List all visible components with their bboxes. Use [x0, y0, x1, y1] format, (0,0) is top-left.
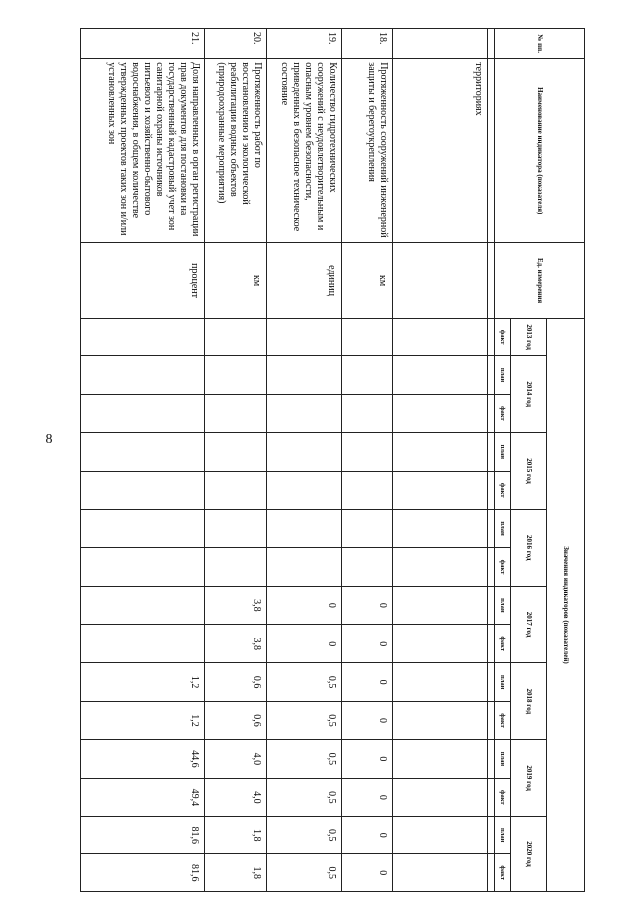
cell-value: 81,6 [81, 817, 205, 854]
cell-value [393, 778, 488, 816]
subheader-fact: факт [495, 701, 511, 739]
cell-value [342, 471, 393, 509]
row-num: 21. [81, 29, 205, 59]
cell-value [342, 356, 393, 394]
subheader-fact: факт [495, 548, 511, 586]
cell-value [393, 394, 488, 432]
cell-value [81, 548, 205, 586]
cell-value: 4,0 [205, 778, 267, 816]
row-name: Доля направленных в орган регистрации прав документов для постановки на государственный кадастровый учет зон санитарной охраны источников питьевого и хозяйственно-бытового водоснабжения, в общем количестве утвержденных проектов таких зон и/или установленных зон [81, 59, 205, 243]
cell-value: 1,2 [81, 701, 205, 739]
cell-value [393, 509, 488, 547]
cell-value: 0,5 [267, 854, 342, 892]
cell-2013-fact [393, 318, 488, 355]
header-values: Значения индикаторов (показателей) [547, 318, 585, 891]
header-year: 2020 год [511, 817, 547, 892]
header-year: 2017 год [511, 586, 547, 663]
subheader-fact: факт [495, 625, 511, 663]
table-row [205, 29, 267, 892]
cell-value [342, 509, 393, 547]
cell-value [81, 509, 205, 547]
table-row-spacer [488, 29, 495, 892]
cell-value [267, 471, 342, 509]
cell-value [267, 548, 342, 586]
subheader-plan: план [495, 509, 511, 547]
header-year-2013: 2013 год [511, 318, 547, 355]
cell-value: 0,5 [267, 778, 342, 816]
table-row [267, 29, 342, 892]
cell-value: 49,4 [81, 778, 205, 816]
header-year: 2016 год [511, 509, 547, 586]
row-unit: км [342, 243, 393, 319]
cell-value [267, 433, 342, 471]
cell-value: 0 [342, 854, 393, 892]
subheader-fact: факт [495, 471, 511, 509]
cell-value [267, 394, 342, 432]
subheader-plan: план [495, 433, 511, 471]
cell-value: 81,6 [81, 854, 205, 892]
cell-value [393, 625, 488, 663]
cell-value: 1,8 [205, 854, 267, 892]
cell-value: 0,6 [205, 663, 267, 701]
cell-value [393, 548, 488, 586]
row-name: Протяженность работ по восстановлению и экологической реабилитации водных объектов (природоохранные мероприятия) [205, 59, 267, 243]
cell-value: 1,8 [205, 817, 267, 854]
header-num: № пп. [495, 29, 585, 59]
cell-value [342, 394, 393, 432]
cell-value [393, 356, 488, 394]
row-name: Количество гидротехнических сооружений с неудовлетворительным и опасным уровнем безопасности, приведенных в безопасное техническое состояние [267, 59, 342, 243]
header-year: 2018 год [511, 663, 547, 740]
page-number: 8 [45, 432, 53, 447]
subheader-fact: факт [495, 394, 511, 432]
cell-value [393, 854, 488, 892]
table-row [393, 29, 488, 892]
subheader-plan: план [495, 817, 511, 854]
cell-value: 0 [267, 625, 342, 663]
cell-value: 0 [342, 663, 393, 701]
row-unit: процент [81, 243, 205, 319]
cell-value [342, 548, 393, 586]
cell-value: 1,2 [81, 663, 205, 701]
cell-value [393, 586, 488, 624]
cell-value [393, 663, 488, 701]
row-num: 20. [205, 29, 267, 59]
cell-value: 0,5 [267, 817, 342, 854]
cell-value: 3,8 [205, 586, 267, 624]
table-row [342, 29, 393, 892]
cell-2013-fact [81, 318, 205, 355]
cell-value: 44,6 [81, 740, 205, 778]
cell-value [342, 433, 393, 471]
row-num: 18. [342, 29, 393, 59]
cell-value [393, 701, 488, 739]
cell-value [205, 471, 267, 509]
subheader-fact: факт [495, 318, 511, 355]
subheader-plan: план [495, 740, 511, 778]
cell-value [205, 433, 267, 471]
header-unit: Ед. измерения [495, 243, 585, 319]
row-name: территориях [393, 59, 488, 243]
row-name: Протяженность сооружений инженерной защиты и берегоукрепления [342, 59, 393, 243]
table-row [81, 29, 205, 892]
cell-value: 0 [342, 778, 393, 816]
header-year: 2014 год [511, 356, 547, 433]
subheader-plan: план [495, 356, 511, 394]
subheader-fact: факт [495, 778, 511, 816]
cell-value [267, 509, 342, 547]
cell-value [81, 433, 205, 471]
cell-value [205, 356, 267, 394]
cell-value [81, 356, 205, 394]
cell-value [393, 817, 488, 854]
cell-value [205, 394, 267, 432]
cell-value: 0,5 [267, 740, 342, 778]
cell-2013-fact [205, 318, 267, 355]
cell-2013-fact [342, 318, 393, 355]
cell-value [81, 394, 205, 432]
cell-value [393, 433, 488, 471]
row-num: 19. [267, 29, 342, 59]
cell-value: 0 [342, 625, 393, 663]
cell-value: 3,8 [205, 625, 267, 663]
cell-value: 0 [342, 586, 393, 624]
cell-value [205, 509, 267, 547]
cell-value: 0,5 [267, 701, 342, 739]
header-name: Наименование индикатора (показателя) [495, 59, 585, 243]
cell-value [393, 740, 488, 778]
subheader-plan: план [495, 586, 511, 624]
row-unit [393, 243, 488, 319]
indicator-table [80, 28, 585, 892]
cell-2013-fact [267, 318, 342, 355]
cell-value [81, 625, 205, 663]
row-unit: км [205, 243, 267, 319]
cell-value: 0,6 [205, 701, 267, 739]
cell-value [81, 586, 205, 624]
cell-value: 0 [342, 740, 393, 778]
row-num [393, 29, 488, 59]
cell-value: 4,0 [205, 740, 267, 778]
cell-value: 0,5 [267, 663, 342, 701]
cell-value [205, 548, 267, 586]
cell-value: 0 [342, 817, 393, 854]
cell-value: 0 [267, 586, 342, 624]
row-unit: единиц [267, 243, 342, 319]
header-year: 2019 год [511, 740, 547, 817]
cell-value [393, 471, 488, 509]
subheader-plan: план [495, 663, 511, 701]
rotated-table-container [86, 28, 585, 892]
cell-value [267, 356, 342, 394]
subheader-fact: факт [495, 854, 511, 892]
header-year: 2015 год [511, 433, 547, 510]
cell-value [81, 471, 205, 509]
cell-value: 0 [342, 701, 393, 739]
